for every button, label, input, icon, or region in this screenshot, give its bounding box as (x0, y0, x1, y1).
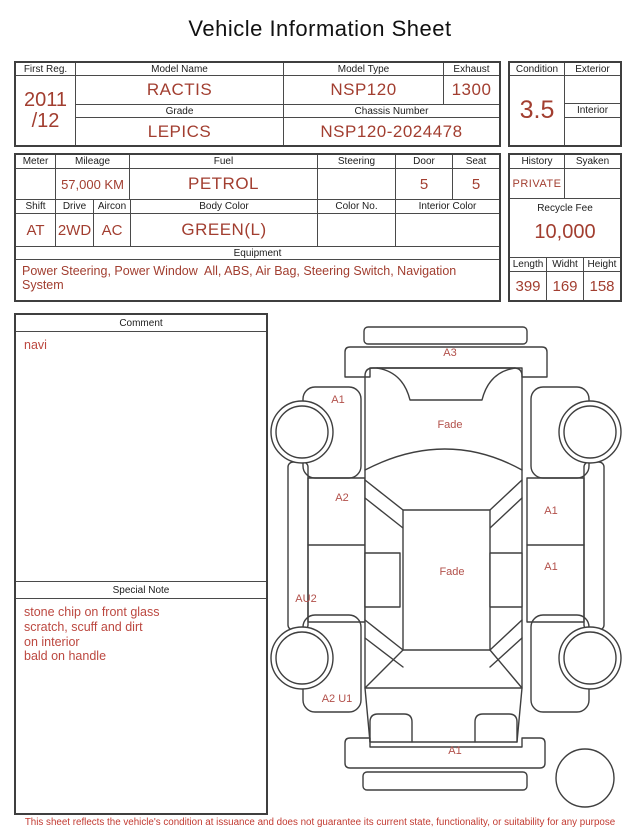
label-rear-bumper: A1 (448, 745, 462, 757)
length-label: Length (510, 258, 547, 272)
rear-right-tire (564, 632, 616, 684)
color-no-label: Color No. (318, 200, 396, 214)
exterior-label: Exterior (565, 63, 620, 76)
special-note-line: on interior (24, 634, 80, 649)
grade-label: Grade (76, 105, 284, 118)
rear-bottom-bar (363, 772, 527, 790)
label-front-bumper: A3 (443, 347, 457, 359)
spare-tire (556, 749, 614, 807)
meter-value (16, 169, 56, 200)
interior-label: Interior (565, 104, 620, 118)
drive-value: 2WD (56, 214, 94, 247)
left-side-glass (365, 553, 400, 607)
right-doors (527, 478, 584, 622)
right-side-glass (490, 553, 522, 607)
history-label: History (510, 155, 565, 169)
grade-value: LEPICS (76, 118, 284, 145)
history-box (508, 153, 622, 302)
special-note-line: scratch, scuff and dirt (24, 619, 143, 634)
length-value: 399 (510, 272, 547, 300)
aircon-value: AC (94, 214, 131, 247)
model-name-value: RACTIS (76, 76, 284, 105)
label-rear-right-door: A1 (544, 561, 558, 573)
exhaust-value: 1300 (444, 76, 499, 105)
footer-disclaimer: This sheet reflects the vehicle's condition at issuance and does not guarantee its current state, functionality, or suitability for any purpose (24, 817, 616, 828)
model-type-value: NSP120 (284, 76, 444, 105)
rear-left-tire (276, 632, 328, 684)
first-reg-label: First Reg. (16, 63, 76, 76)
seat-label: Seat (453, 155, 499, 169)
front-top-bar (364, 327, 527, 344)
syaken-value (565, 169, 620, 199)
vehicle-table (14, 61, 501, 147)
width-value: 169 (547, 272, 584, 300)
history-value: PRIVATE (510, 169, 565, 199)
chassis-value: NSP120-2024478 (320, 121, 463, 141)
exterior-value (565, 76, 620, 104)
height-label: Height (584, 258, 620, 272)
label-rear-left-quarter: AU2 (295, 593, 317, 605)
drive-label: Drive (56, 200, 94, 214)
interior-value (565, 118, 620, 145)
seat-value: 5 (453, 169, 499, 200)
door-label: Door (396, 155, 453, 169)
recycle-fee-value: 10,000 (534, 221, 596, 243)
comment-header: Comment (16, 315, 266, 332)
car-damage-diagram (270, 310, 622, 810)
recycle-fee-cell (510, 199, 620, 257)
equipment-label: Equipment (16, 247, 499, 260)
height-value: 158 (589, 277, 615, 295)
mileage-label: Mileage (56, 155, 130, 169)
front-right-tire (564, 406, 616, 458)
first-reg-year: 2011 (23, 88, 67, 111)
body-color-label: Body Color (131, 200, 318, 214)
label-rear-left-under-wheel: A2 U1 (321, 693, 353, 705)
comment-special-note-box (14, 313, 268, 815)
interior-color-value (396, 214, 499, 247)
condition-label: Condition (510, 63, 565, 76)
shift-label: Shift (16, 200, 56, 214)
fuel-label: Fuel (130, 155, 318, 169)
label-front-right-door: A1 (544, 505, 558, 517)
condition-box (508, 61, 622, 147)
equipment-value: Power Steering, Power Window All, ABS, Air Bag, Steering Switch, Navigation System (22, 264, 460, 292)
syaken-label: Syaken (565, 155, 620, 169)
interior-color-label: Interior Color (396, 200, 499, 214)
fuel-value: PETROL (130, 169, 318, 200)
exhaust-label: Exhaust (444, 63, 499, 76)
steering-label: Steering (318, 155, 396, 169)
mileage-value: 57,000 KM (56, 169, 130, 200)
aircon-label: Aircon (94, 200, 131, 214)
special-note-header: Special Note (16, 581, 266, 599)
special-note-text (16, 599, 266, 813)
special-note-line: stone chip on front glass (24, 605, 160, 619)
width-label: Widht (547, 258, 584, 272)
label-roof: Fade (439, 566, 465, 578)
condition-score: 3.5 (510, 76, 565, 145)
color-no-value (318, 214, 396, 247)
model-type-label: Model Type (284, 63, 444, 76)
shift-value: AT (16, 214, 56, 247)
chassis-label: Chassis Number (284, 105, 499, 118)
detail-table (14, 153, 501, 302)
page-title: Vehicle Information Sheet (188, 16, 452, 41)
body-color-value: GREEN(L) (131, 214, 318, 247)
right-rocker-panel (584, 462, 604, 630)
special-note-line: bald on handle (24, 649, 107, 664)
first-reg-month: /12 (31, 109, 60, 132)
label-hood: Fade (437, 419, 463, 431)
comment-text: navi (24, 338, 47, 352)
recycle-fee-label: Recycle Fee (537, 203, 593, 214)
front-left-tire (276, 406, 328, 458)
door-value: 5 (396, 169, 453, 200)
meter-label: Meter (16, 155, 56, 169)
model-name-label: Model Name (76, 63, 284, 76)
steering-value (318, 169, 396, 200)
label-front-left-fender: A1 (331, 394, 345, 406)
roof-panel (403, 510, 490, 650)
first-reg-value (16, 76, 76, 145)
label-front-left-door: A2 (335, 492, 349, 504)
